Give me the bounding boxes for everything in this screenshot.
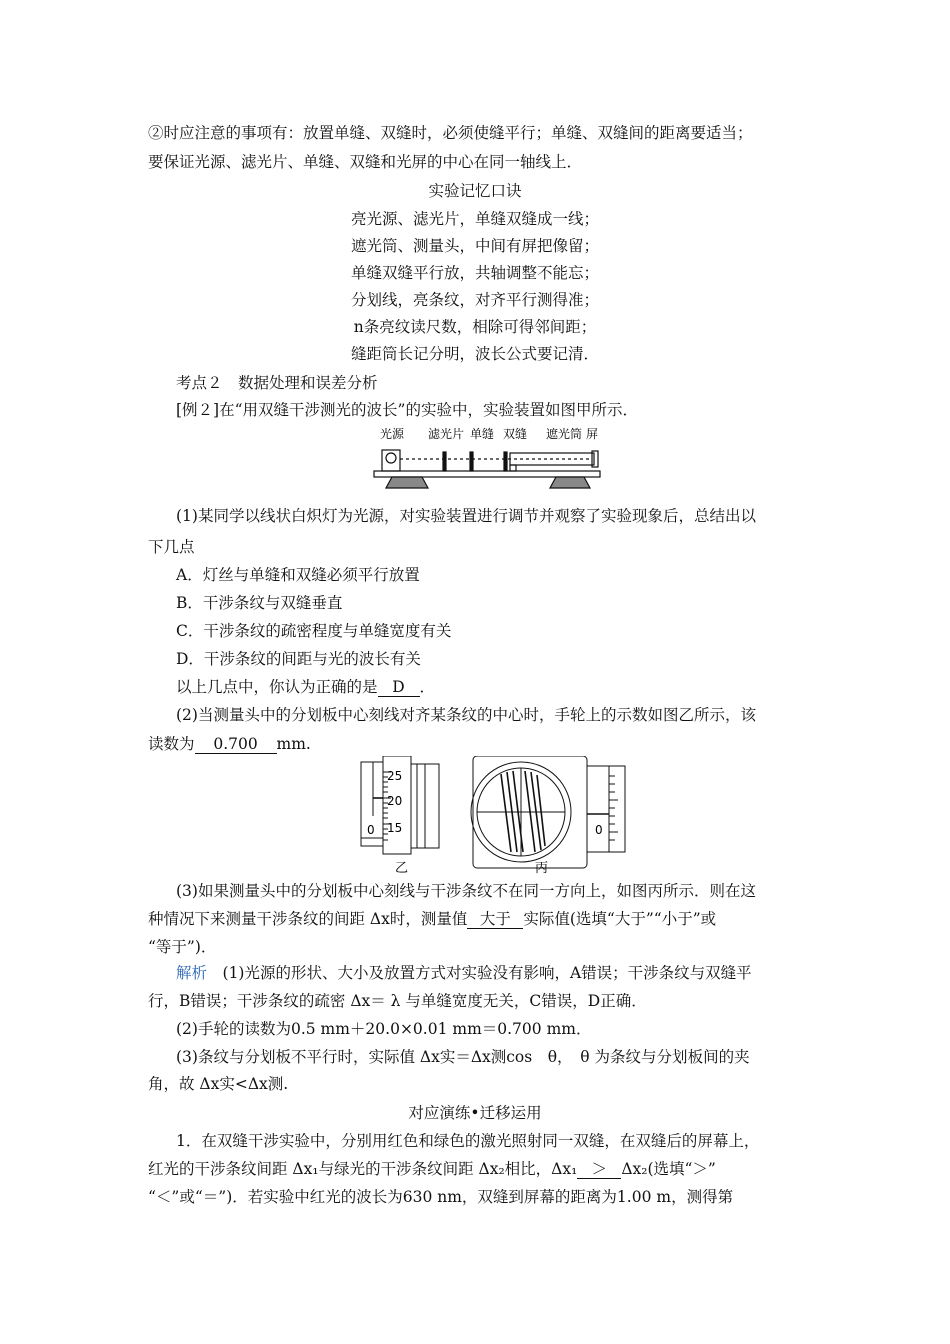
mnemonic-line: 缝距筒长记分明，波长公式要记清． xyxy=(350,345,599,363)
practice-line-2 xyxy=(148,1158,716,1180)
label-double-slit: 双缝 xyxy=(503,427,528,441)
solution-line-2: 行，B错误；干涉条纹的疏密 Δx＝ λ 与单缝宽度无关，C错误，D正确． xyxy=(148,992,647,1010)
intro-line-2: 要保证光源、滤光片、单缝、双缝和光屏的中心在同一轴线上． xyxy=(148,153,583,171)
practice-suffix: Δx₂(选填“＞” xyxy=(621,1160,716,1178)
q2-prefix: 读数为 xyxy=(148,735,195,753)
practice-answer: ＞ xyxy=(577,1160,621,1179)
solution-line-1 xyxy=(176,962,752,984)
label-filter: 滤光片 xyxy=(428,427,465,441)
scale-label-25: 25 xyxy=(387,769,403,783)
solution-label: 解析 xyxy=(176,964,208,982)
mnemonic-line: 遮光筒、测量头，中间有屏把像留； xyxy=(350,237,599,255)
apparatus-figure xyxy=(370,424,608,496)
intro-line-1: ②时应注意的事项有：放置单缝、双缝时，必须使缝平行；单缝、双缝间的距离要适当； xyxy=(148,124,753,142)
q1-line-1: (1)某同学以线状白炽灯为光源，对实验装置进行调节并观察了实验现象后，总结出以 xyxy=(176,507,756,525)
caption-yi: 乙 xyxy=(395,861,409,876)
mnemonic-title: 实验记忆口诀 xyxy=(428,182,522,200)
mnemonic-line: 单缝双缝平行放，共轴调整不能忘； xyxy=(350,264,599,282)
practice-line-1: 1．在双缝干涉实验中，分别用红色和绿色的激光照射同一双缝，在双缝后的屏幕上， xyxy=(176,1132,760,1150)
q1-option-b: B．干涉条纹与双缝垂直 xyxy=(176,594,343,612)
zero-label-bing: 0 xyxy=(595,823,603,837)
q2-line-1: (2)当测量头中的分划板中心刻线对齐某条纹的中心时，手轮上的示数如图乙所示，该 xyxy=(176,706,756,724)
label-light-source: 光源 xyxy=(380,427,405,441)
q2-answer: 0.700 xyxy=(195,735,277,754)
caption-bing: 丙 xyxy=(535,861,549,876)
solution-line-4: (3)条纹与分划板不平行时，实际值 Δx实＝Δx测cos θ， θ 为条纹与分划板间的夹 xyxy=(176,1048,750,1066)
q1-end: ． xyxy=(419,678,436,696)
practice-prefix: 红光的干涉条纹间距 Δx₁与绿光的干涉条纹间距 Δx₂相比，Δx₁ xyxy=(148,1160,578,1178)
q1-option-c: C．干涉条纹的疏密程度与单缝宽度有关 xyxy=(176,622,452,640)
label-single-slit: 单缝 xyxy=(470,427,495,441)
mnemonic-line: n条亮纹读尺数，相除可得邻间距； xyxy=(353,318,597,336)
q2-line-2 xyxy=(148,733,311,755)
q3-prefix: 种情况下来测量干涉条纹的间距 Δx时，测量值 xyxy=(148,910,468,928)
q1-question xyxy=(176,676,435,698)
q1-answer: D xyxy=(378,678,420,697)
micrometer-figure xyxy=(355,756,635,876)
label-screen: 屏 xyxy=(586,427,599,441)
solution-text-1: (1)光源的形状、大小及放置方式对实验没有影响，A错误；干涉条纹与双缝平 xyxy=(207,964,752,982)
solution-line-5: 角，故 Δx实<Δx测. xyxy=(148,1075,289,1093)
q3-answer: 大于 xyxy=(467,910,523,929)
practice-line-3: “＜”或“＝”)．若实验中红光的波长为630 nm，双缝到屏幕的距离为1.00 m，测得第 xyxy=(148,1188,734,1206)
q3-line-3: “等于”)． xyxy=(148,938,217,956)
q1-option-d: D．干涉条纹的间距与光的波长有关 xyxy=(176,650,421,668)
q3-line-1: (3)如果测量头中的分划板中心刻线与干涉条纹不在同一方向上，如图丙所示．则在这 xyxy=(176,882,756,900)
section-title: 考点２ 数据处理和误差分析 xyxy=(176,374,378,392)
q1-line-2: 下几点 xyxy=(148,538,195,556)
q1-option-a: A．灯丝与单缝和双缝必须平行放置 xyxy=(176,566,420,584)
q2-suffix: mm. xyxy=(276,735,311,753)
solution-line-3: (2)手轮的读数为0.5 mm＋20.0×0.01 mm＝0.700 mm． xyxy=(176,1020,592,1038)
mnemonic-line: 亮光源、滤光片，单缝双缝成一线； xyxy=(350,210,599,228)
mnemonic-line: 分划线，亮条纹，对齐平行测得准； xyxy=(350,291,599,309)
q3-line-2 xyxy=(148,908,716,930)
q1-ask: 以上几点中，你认为正确的是 xyxy=(176,678,378,696)
scale-label-20: 20 xyxy=(387,794,403,808)
example-intro: [例２]在“用双缝干涉测光的波长”的实验中，实验装置如图甲所示． xyxy=(176,401,638,419)
label-tube: 遮光筒 xyxy=(546,427,583,441)
q3-suffix: 实际值(选填“大于”“小于”或 xyxy=(523,910,717,928)
practice-title: 对应演练•迁移运用 xyxy=(408,1104,542,1122)
zero-label-yi: 0 xyxy=(367,823,375,837)
scale-label-15: 15 xyxy=(387,821,403,835)
